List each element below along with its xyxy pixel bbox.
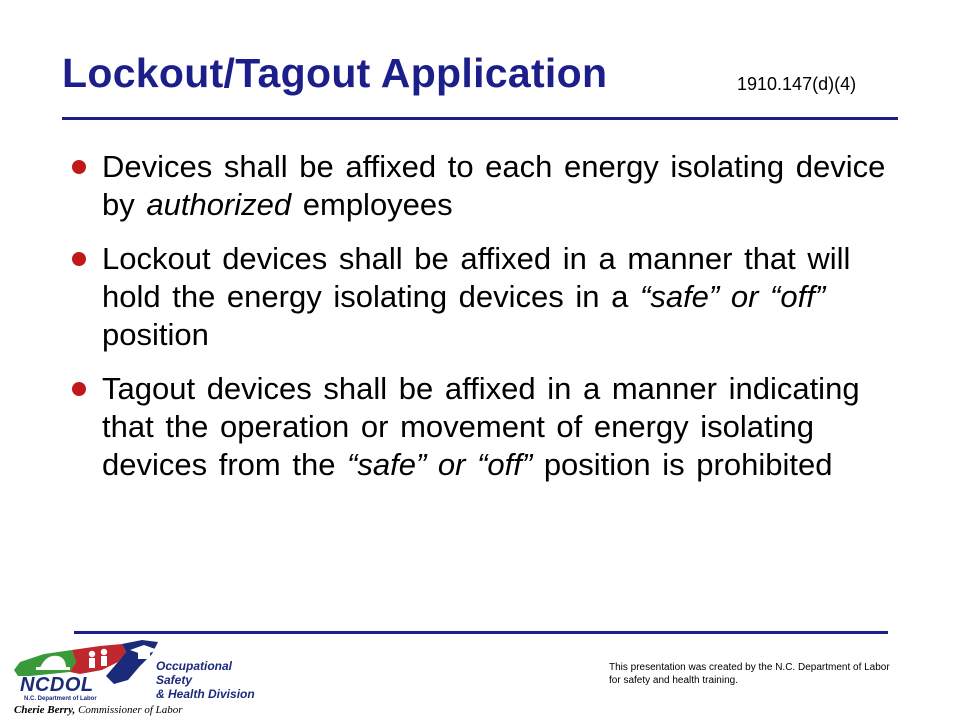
bullet-item — [72, 240, 902, 354]
footer-note: This presentation was created by the N.C. Department of Labor for safety and health training. — [609, 662, 890, 686]
logo-division-line: & Health Division — [156, 687, 255, 701]
commissioner-name: Cherie Berry, — [14, 704, 76, 716]
bullet-text-italic: authorized — [146, 187, 292, 222]
bullet-text-italic: “safe” or “off” — [640, 279, 826, 314]
bullet-text-italic: “safe” or “off” — [347, 447, 533, 482]
bullet-text — [102, 370, 902, 484]
bullet-text — [102, 240, 902, 354]
bullet-list — [72, 148, 902, 500]
bullet-text — [102, 148, 902, 224]
bullet-text-run: Lockout devices shall be affixed in a manner that will hold the energy isolating devices in a — [102, 241, 851, 314]
bullet-dot-icon — [72, 252, 86, 266]
logo-division — [156, 659, 268, 701]
bullet-dot-icon — [72, 382, 86, 396]
bullet-text-run: Devices shall be affixed to each energy isolating device by — [102, 149, 886, 222]
logo-department: N.C. Department of Labor — [24, 696, 97, 702]
bullet-text-run: position — [102, 317, 209, 352]
logo-division-line: Occupational Safety — [156, 659, 233, 687]
ncdol-logo — [10, 632, 268, 718]
bullet-item — [72, 370, 902, 484]
bullet-text-run: employees — [291, 187, 453, 222]
bullet-text-run: Tagout devices shall be affixed in a manner indicating that the operation or movement of energy isolating devices from the — [102, 371, 860, 482]
bullet-text-run: position is prohibited — [532, 447, 833, 482]
bullet-dot-icon — [72, 160, 86, 174]
title-divider — [62, 117, 898, 120]
regulation-citation: 1910.147(d)(4) — [737, 74, 857, 94]
slide-title: Lockout/Tagout Application — [62, 50, 608, 96]
logo-commissioner — [14, 704, 183, 716]
commissioner-title: Commissioner of Labor — [78, 704, 183, 716]
logo-wordmark: NCDOL — [20, 674, 94, 696]
bullet-item — [72, 148, 902, 224]
